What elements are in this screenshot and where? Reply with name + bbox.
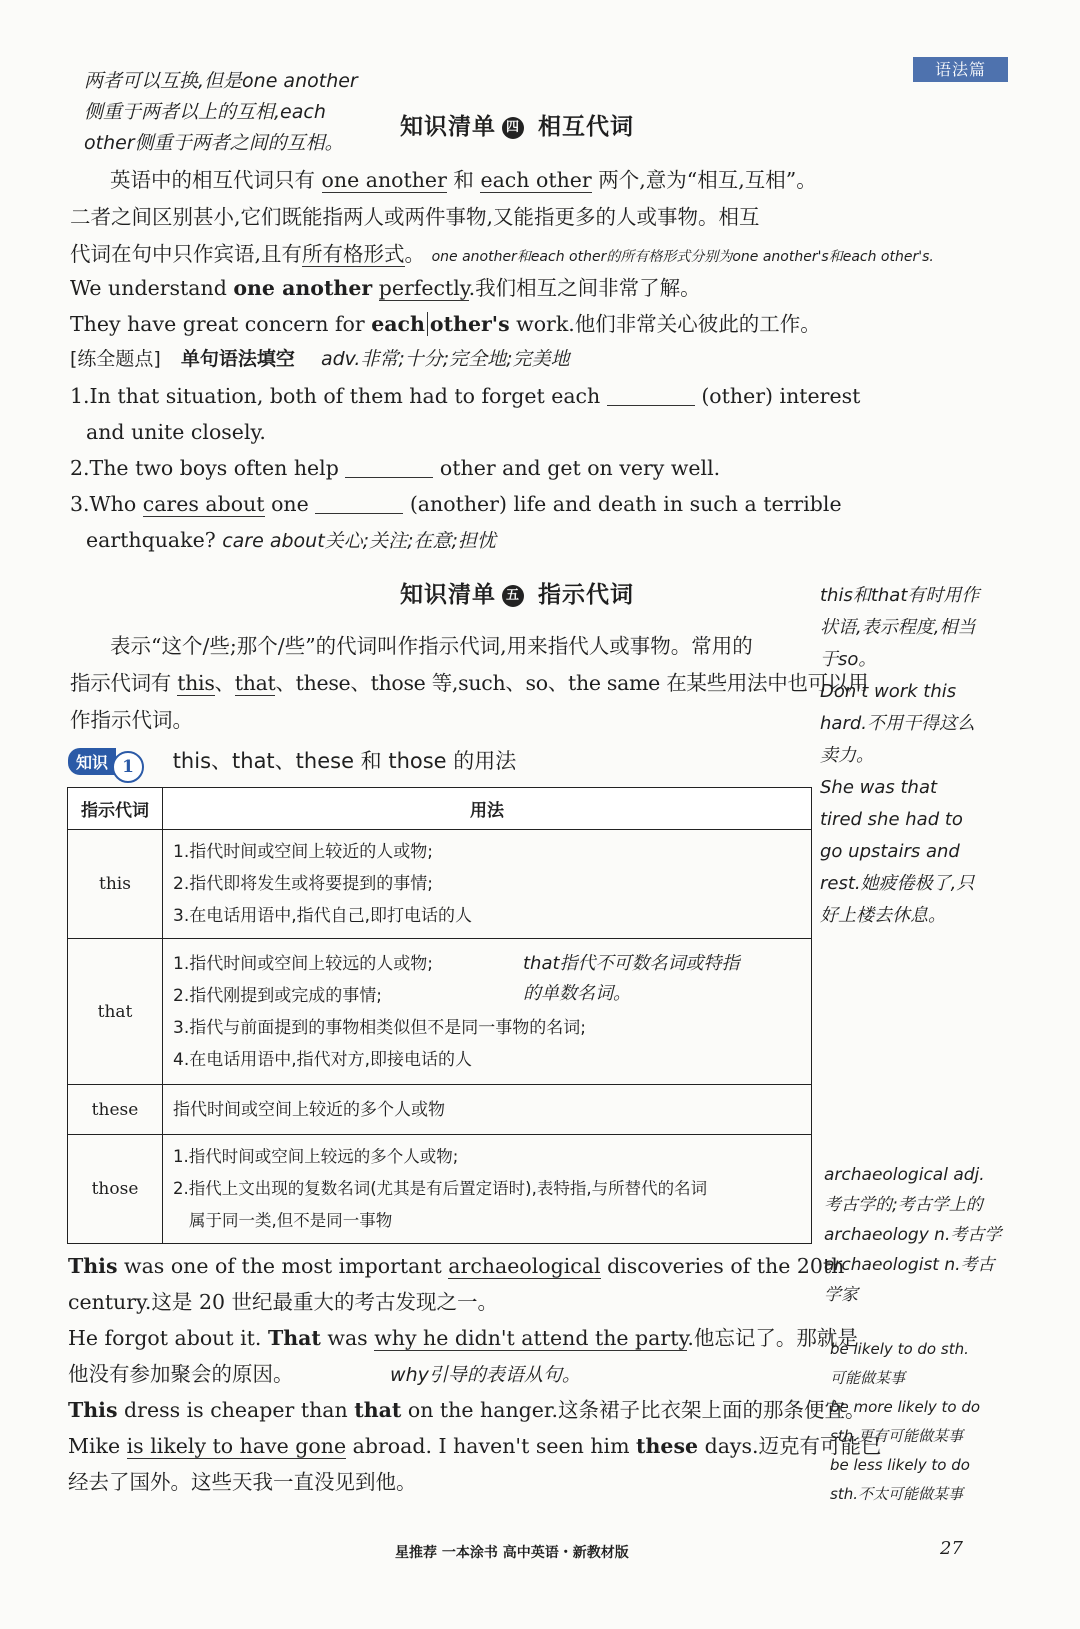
note-line: 可能做某事: [830, 1369, 906, 1387]
usage-line: 1.指代时间或空间上较近的人或物;: [173, 842, 433, 862]
underlined-clause: why he didn't attend the party: [374, 1326, 688, 1350]
page-number: 27: [940, 1538, 963, 1559]
text: [372, 276, 379, 300]
text: Mike: [68, 1434, 127, 1458]
bold-word: that: [354, 1398, 402, 1422]
text: 两个,意为“相互,互相”。: [598, 168, 817, 192]
text: 。: [404, 242, 426, 266]
text: 他没有参加聚会的原因。: [68, 1362, 294, 1386]
note-line: 于so。: [820, 649, 877, 670]
handnote-line: other侧重于两者之间的互相。: [84, 132, 344, 154]
underlined-word: archaeological: [448, 1254, 601, 1278]
usage-line: 3.在电话用语中,指代自己,即打电话的人: [173, 906, 473, 926]
text: dress is cheaper than: [117, 1398, 355, 1422]
text: He forgot about it.: [68, 1326, 268, 1350]
note-line: archaeology n.考古学: [824, 1225, 1002, 1245]
text: 3.Who: [70, 492, 137, 516]
handnote-line: 侧重于两者以上的互相,each: [84, 101, 326, 123]
note-line: be less likely to do: [830, 1456, 970, 1474]
note-line: hard.不用干得这么: [820, 713, 975, 734]
bold-word: This: [68, 1254, 118, 1278]
handnote-likely: [830, 1335, 1030, 1509]
note-line: 考古学的;考古学上的: [824, 1195, 983, 1215]
text: century.这是 20 世纪最重大的考古发现之一。: [68, 1290, 499, 1314]
term-one-another: one another: [321, 168, 447, 192]
note-line: archaeologist n.考古: [824, 1255, 995, 1275]
usage-line: 2.指代刚提到或完成的事情;: [173, 985, 382, 1006]
answer-blank[interactable]: [607, 385, 695, 406]
table-row: [68, 1085, 812, 1135]
usage-line: 4.在电话用语中,指代对方,即接电话的人: [173, 1049, 473, 1070]
text: 经去了国外。这些天我一直没见到他。: [68, 1470, 417, 1494]
note-line: be likely to do sth.: [830, 1340, 969, 1358]
underlined-phrase: is likely to have gone: [126, 1434, 347, 1458]
answer-blank[interactable]: [315, 493, 403, 514]
table-cell-usage: [163, 830, 812, 939]
table-header-usage: 用法: [163, 788, 812, 830]
question-2: [70, 450, 720, 486]
note-line: 好上楼去休息。: [820, 905, 946, 926]
section4-title: [400, 108, 634, 141]
text: 指示代词有: [70, 671, 178, 695]
usage-line: 2.指代即将发生或将要提到的事情;: [173, 874, 433, 894]
text: was: [320, 1326, 375, 1350]
section5-number-badge: 五: [502, 585, 524, 607]
practice-label: [练全题点]: [70, 348, 161, 370]
text: 、: [214, 671, 235, 695]
text: They have great concern for: [70, 312, 372, 336]
text: one: [271, 492, 309, 516]
text: was one of the most important: [117, 1254, 449, 1278]
note-line: 的单数名词。: [523, 983, 631, 1004]
text: and unite closely.: [86, 420, 266, 444]
section5-title-text: 指示代词: [538, 582, 634, 608]
table-header-word: 指示代词: [68, 788, 163, 830]
text: 作指示代词。: [70, 708, 193, 732]
text: 和: [453, 168, 474, 192]
usage-line: 1.指代时间或空间上较远的多个人或物;: [173, 1147, 459, 1166]
footer-text: 星推荐 一本涂书 高中英语・新教材版: [395, 1545, 629, 1561]
underlined-phrase: cares about: [142, 492, 265, 516]
note-line: She was that: [820, 777, 938, 798]
usage-line: 指代时间或空间上较近的多个人或物: [173, 1099, 445, 1120]
bold-word: one another: [233, 276, 373, 300]
bold-word: other's: [427, 312, 510, 336]
note-line: this和that有时用作: [820, 585, 980, 606]
note-line: be more likely to do: [830, 1398, 981, 1416]
text: 二者之间区别甚小,它们既能指两人或两件事物,又能指更多的人或事物。相互: [70, 205, 760, 229]
knowledge-number: 1: [112, 751, 144, 783]
handnote-adv: adv.非常;十分;完全地;完美地: [320, 348, 570, 370]
table-row: [68, 830, 812, 939]
text: .他忘记了。那就是: [687, 1326, 858, 1350]
table-cell-word: that: [68, 939, 163, 1085]
text: on the hanger.这条裙子比衣架上面的那条便宜。: [401, 1398, 866, 1422]
text: We understand: [70, 276, 234, 300]
text: 1.In that situation, both of them had to forget each: [70, 384, 601, 408]
handnote-side-this-that: [820, 580, 1020, 932]
answer-blank[interactable]: [345, 457, 433, 478]
table-header-row: [68, 788, 812, 830]
demonstrative-table: [67, 787, 812, 1244]
text: .我们相互之间非常了解。: [468, 276, 701, 300]
practice-heading: [70, 342, 570, 376]
handnote-why-clause: why引导的表语从句。: [390, 1364, 581, 1386]
handnote-line: 两者可以互换,但是one another: [84, 70, 358, 92]
text: discoveries of the 20th: [600, 1254, 845, 1278]
text: days.迈克有可能已: [698, 1434, 882, 1458]
usage-line: 2.指代上文出现的复数名词(尤其是有后置定语时),表特指,与所替代的名词: [173, 1179, 708, 1198]
term-each-other: each other: [480, 168, 592, 192]
text: 代词在句中只作宾语,且有: [70, 242, 303, 266]
text: 表示“这个/些;那个/些”的代词叫作指示代词,用来指代人或事物。常用的: [110, 634, 753, 658]
section4-title-prefix: 知识清单: [400, 114, 496, 140]
note-line: archaeological adj.: [824, 1165, 985, 1185]
bold-word: This: [68, 1398, 118, 1422]
usage-line: 属于同一类,但不是同一事物: [189, 1211, 393, 1230]
section4-example-2: [70, 306, 821, 342]
handnote-possessive: one another和each other的所有格形式分别为one another's和each other's.: [431, 249, 934, 265]
note-line: sth.更有可能做某事: [830, 1427, 963, 1445]
text: other and get on very well.: [439, 456, 721, 480]
section5-title: [400, 576, 634, 609]
text: (other) interest: [701, 384, 861, 408]
section-tag: 语法篇: [913, 57, 1008, 82]
underlined-word: perfectly: [378, 276, 469, 300]
table-cell-word: this: [68, 830, 163, 939]
section4-paragraph: [70, 162, 1020, 273]
text: (another) life and death in such a terrible: [409, 492, 842, 516]
table-cell-word: those: [68, 1135, 163, 1244]
question-3: [70, 486, 842, 558]
knowledge-heading: [68, 745, 516, 783]
section5-title-prefix: 知识清单: [400, 582, 496, 608]
text: 英语中的相互代词只有: [110, 168, 315, 192]
section4-title-text: 相互代词: [538, 114, 634, 140]
note-line: 学家: [824, 1285, 858, 1305]
bold-word: That: [267, 1326, 321, 1350]
term-possessive: 所有格形式: [302, 242, 405, 266]
handnote-archaeological: [824, 1160, 1024, 1310]
note-line: sth.不太可能做某事: [830, 1485, 963, 1503]
text: earthquake?: [86, 528, 216, 552]
usage-line: 1.指代时间或空间上较远的人或物;: [173, 953, 433, 974]
note-line: tired she had to: [820, 809, 963, 830]
handnote-care-about: care about关心;关注;在意;担忧: [222, 530, 496, 552]
table-row: [68, 939, 812, 1085]
table-cell-usage: [163, 939, 812, 1085]
section4-number-badge: 四: [502, 117, 524, 139]
note-line: 卖力。: [820, 745, 874, 766]
table-cell-usage: [163, 1135, 812, 1244]
note-line: Don't work this: [820, 681, 957, 702]
handnote-that: [523, 949, 740, 1009]
knowledge-badge: 知识: [68, 748, 116, 775]
knowledge-title: this、that、these 和 those 的用法: [172, 749, 517, 773]
term-that: that: [234, 671, 276, 695]
note-line: 状语,表示程度,相当: [820, 617, 976, 638]
text: 2.The two boys often help: [70, 456, 339, 480]
table-cell-usage: [163, 1085, 812, 1135]
text: abroad. I haven't seen him: [346, 1434, 637, 1458]
question-1: [70, 378, 861, 450]
section5-example-3: [68, 1392, 865, 1428]
usage-line: 3.指代与前面提到的事物相类似但不是同一事物的名词;: [173, 1017, 586, 1038]
term-this: this: [177, 671, 215, 695]
text: 、these、those 等,such、so、the same 在某些用法中也可以用: [275, 671, 869, 695]
table-cell-word: these: [68, 1085, 163, 1135]
text: work.他们非常关心彼此的工作。: [509, 312, 821, 336]
bold-word: these: [636, 1434, 699, 1458]
practice-title: 单句语法填空: [180, 348, 295, 370]
section5-example-2: [68, 1320, 858, 1392]
note-line: that指代不可数名词或特指: [523, 953, 740, 974]
section4-example-1: [70, 270, 701, 306]
note-line: rest.她疲倦极了,只: [820, 873, 975, 894]
note-line: go upstairs and: [820, 841, 960, 862]
section5-example-4: [68, 1428, 882, 1500]
handnote-top: [84, 66, 414, 159]
table-row: [68, 1135, 812, 1244]
bold-word: each: [371, 312, 425, 336]
